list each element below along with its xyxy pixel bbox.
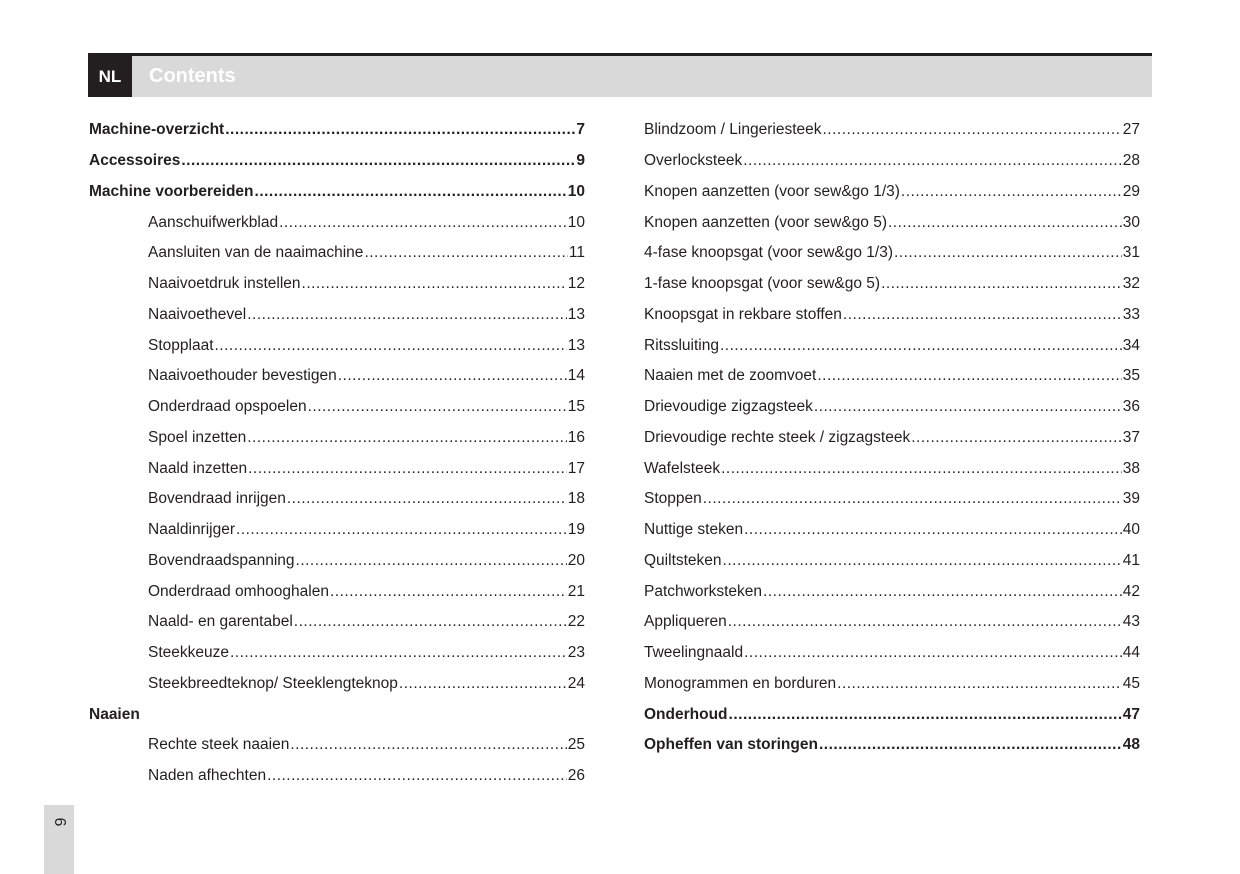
toc-entry[interactable] — [89, 269, 585, 300]
toc-entry-title: Ritssluiting — [644, 336, 719, 354]
toc-entry-page: 17 — [567, 459, 585, 477]
toc-entry[interactable] — [644, 423, 1140, 454]
toc-entry-page: 13 — [567, 305, 585, 323]
toc-entry-title: Naaien — [89, 705, 140, 723]
dot-leader — [302, 275, 567, 293]
toc-entry[interactable] — [89, 515, 585, 546]
toc-entry-page: 15 — [567, 398, 585, 416]
toc-entry-title: Knoopsgat in rekbare stoffen — [644, 305, 842, 323]
toc-entry[interactable] — [644, 699, 1140, 730]
toc-entry-page: 9 — [576, 152, 585, 170]
toc-entry-page: 35 — [1122, 367, 1140, 385]
toc-entry-title: Naald inzetten — [148, 459, 248, 477]
toc-entry-title: Aanschuifwerkblad — [148, 213, 279, 231]
dot-leader — [330, 583, 567, 601]
toc-entry-page: 14 — [567, 367, 585, 385]
toc-entry[interactable] — [89, 730, 585, 761]
toc-entry-title: Quiltsteken — [644, 551, 722, 569]
toc-entry[interactable] — [644, 730, 1140, 761]
dot-leader — [819, 736, 1122, 754]
toc-entry-title: Naaivoethevel — [148, 305, 247, 323]
toc-entry[interactable] — [89, 238, 585, 269]
dot-leader — [230, 644, 567, 662]
toc-entry-page: 26 — [567, 767, 585, 785]
toc-entry-title: Rechte steek naaien — [148, 736, 290, 754]
contents-header — [88, 53, 1152, 97]
toc-entry[interactable] — [89, 300, 585, 331]
toc-entry-title: Machine voorbereiden — [89, 182, 254, 200]
dot-leader — [247, 429, 567, 447]
dot-leader — [901, 183, 1122, 201]
toc-entry-page: 24 — [567, 674, 585, 692]
dot-leader — [721, 460, 1122, 478]
dot-leader — [308, 398, 567, 416]
toc-entry-title: Bovendraad inrijgen — [148, 490, 286, 508]
toc-entry[interactable] — [89, 669, 585, 700]
dot-leader — [287, 490, 567, 508]
toc-entry-page: 37 — [1122, 428, 1140, 446]
toc-entry-title: Knopen aanzetten (voor sew&go 1/3) — [644, 182, 900, 200]
dot-leader — [248, 460, 567, 478]
toc-entry[interactable] — [644, 576, 1140, 607]
toc-entry-page: 36 — [1122, 398, 1140, 416]
toc-entry-page: 12 — [567, 275, 585, 293]
toc-entry-title: Knopen aanzetten (voor sew&go 5) — [644, 213, 887, 231]
toc-entry-title: Steekbreedteknop/ Steeklengteknop — [148, 674, 398, 692]
dot-leader — [881, 275, 1122, 293]
toc-entry-title: Patchworksteken — [644, 582, 763, 600]
toc-entry-page: 31 — [1122, 244, 1140, 262]
dot-leader — [888, 214, 1122, 232]
toc-entry-title: Bovendraadspanning — [148, 551, 295, 569]
toc-entry[interactable] — [644, 330, 1140, 361]
toc-entry-page: 41 — [1122, 551, 1140, 569]
toc-entry-title: Opheffen van storingen — [644, 736, 818, 754]
toc-entry[interactable] — [644, 546, 1140, 577]
toc-entry-title: Tweelingnaald — [644, 644, 744, 662]
toc-entry-page: 13 — [567, 336, 585, 354]
dot-leader — [279, 214, 567, 232]
toc-entry[interactable] — [89, 761, 585, 792]
page-number-tab — [44, 805, 74, 874]
toc-entry-title: Accessoires — [89, 152, 181, 170]
toc-entry[interactable] — [89, 207, 585, 238]
toc-entry-page: 7 — [576, 121, 585, 139]
toc-entry[interactable] — [89, 115, 585, 146]
toc-entry[interactable] — [644, 177, 1140, 208]
toc-entry-title: Machine-overzicht — [89, 121, 225, 139]
dot-leader — [817, 367, 1121, 385]
toc-entry-title: Aansluiten van de naaimachine — [148, 244, 364, 262]
dot-leader — [247, 306, 567, 324]
toc-entry-page: 38 — [1122, 459, 1140, 477]
toc-entry-page: 10 — [567, 182, 585, 200]
toc-entry-title: Naaivoetdruk instellen — [148, 275, 301, 293]
toc-entry-page: 34 — [1122, 336, 1140, 354]
toc-entry-title: Appliqueren — [644, 613, 727, 631]
toc-entry-title: Onderdraad opspoelen — [148, 398, 307, 416]
dot-leader — [236, 521, 567, 539]
toc-entry-page: 40 — [1122, 521, 1140, 539]
dot-leader — [723, 552, 1122, 570]
toc-entry[interactable] — [644, 269, 1140, 300]
toc-entry[interactable] — [89, 699, 585, 730]
toc-entry[interactable] — [644, 484, 1140, 515]
toc-entry-title: Overlocksteek — [644, 152, 743, 170]
toc-entry[interactable] — [644, 146, 1140, 177]
toc-entry-page: 19 — [567, 521, 585, 539]
toc-entry-title: Nuttige steken — [644, 521, 744, 539]
toc-entry-page: 44 — [1122, 644, 1140, 662]
toc-entry-title: Drievoudige zigzagsteek — [644, 398, 813, 416]
toc-entry[interactable] — [644, 392, 1140, 423]
toc-entry-page: 32 — [1122, 275, 1140, 293]
toc-entry-page: 16 — [567, 428, 585, 446]
dot-leader — [843, 306, 1122, 324]
toc-entry-page: 42 — [1122, 582, 1140, 600]
toc-entry-page: 33 — [1122, 305, 1140, 323]
toc-entry-page: 30 — [1122, 213, 1140, 231]
toc-entry-title: Stoppen — [644, 490, 702, 508]
toc-entry-page: 39 — [1122, 490, 1140, 508]
toc-entry-page: 45 — [1122, 674, 1140, 692]
dot-leader — [255, 183, 567, 201]
dot-leader — [399, 675, 567, 693]
dot-leader — [703, 490, 1122, 508]
toc-entry[interactable] — [89, 607, 585, 638]
dot-leader — [181, 152, 575, 170]
dot-leader — [215, 337, 567, 355]
toc-entry[interactable] — [644, 669, 1140, 700]
toc-entry-title: Naaien met de zoomvoet — [644, 367, 817, 385]
toc-entry[interactable] — [644, 607, 1140, 638]
toc-entry-page: 29 — [1122, 182, 1140, 200]
toc-entry-page: 22 — [567, 613, 585, 631]
toc-entry[interactable] — [644, 515, 1140, 546]
dot-leader — [728, 613, 1122, 631]
dot-leader — [911, 429, 1122, 447]
toc-entry-page: 20 — [567, 551, 585, 569]
toc-entry-title: Onderdraad omhooghalen — [148, 582, 329, 600]
toc-entry-title: Wafelsteek — [644, 459, 721, 477]
page-number: 6 — [51, 817, 68, 827]
toc-entry-title: Naaivoethouder bevestigen — [148, 367, 337, 385]
toc-entry-title: Naaldinrijger — [148, 521, 236, 539]
dot-leader — [837, 675, 1122, 693]
toc-entry[interactable] — [644, 361, 1140, 392]
dot-leader — [720, 337, 1122, 355]
dot-leader — [364, 244, 567, 262]
toc-entry-title: Steekkeuze — [148, 644, 229, 662]
toc-entry-title: 4-fase knoopsgat (voor sew&go 1/3) — [644, 244, 893, 262]
toc-entry-title: Spoel inzetten — [148, 428, 247, 446]
toc-entry[interactable] — [89, 423, 585, 454]
dot-leader — [294, 613, 567, 631]
dot-leader — [814, 398, 1122, 416]
dot-leader — [743, 152, 1122, 170]
toc-entry-page: 10 — [567, 213, 585, 231]
toc-entry-page: 28 — [1122, 152, 1140, 170]
toc-entry-page: 43 — [1122, 613, 1140, 631]
toc-entry[interactable] — [89, 453, 585, 484]
dot-leader — [894, 244, 1122, 262]
toc-entry[interactable] — [89, 177, 585, 208]
dot-leader — [267, 767, 567, 785]
toc-entry-title: 1-fase knoopsgat (voor sew&go 5) — [644, 275, 881, 293]
toc-entry[interactable] — [89, 638, 585, 669]
dot-leader — [744, 521, 1122, 539]
toc-entry-page: 47 — [1122, 705, 1140, 723]
dot-leader — [225, 121, 575, 139]
toc-entry-page: 18 — [567, 490, 585, 508]
toc-entry[interactable] — [644, 238, 1140, 269]
toc-entry-page: 23 — [567, 644, 585, 662]
toc-entry-title: Blindzoom / Lingeriesteek — [644, 121, 822, 139]
dot-leader — [338, 367, 567, 385]
toc-entry-page: 11 — [568, 244, 585, 262]
toc-entry[interactable] — [644, 115, 1140, 146]
toc-entry-page: 27 — [1122, 121, 1140, 139]
toc-entry[interactable] — [644, 300, 1140, 331]
dot-leader — [729, 706, 1122, 724]
toc-entry[interactable] — [89, 330, 585, 361]
dot-leader — [823, 121, 1122, 139]
language-badge: NL — [88, 56, 132, 97]
dot-leader — [763, 583, 1122, 601]
toc-entry-title: Stopplaat — [148, 336, 214, 354]
toc-entry-title: Monogrammen en borduren — [644, 674, 837, 692]
toc-entry[interactable] — [89, 146, 585, 177]
toc-left-column — [89, 115, 585, 792]
dot-leader — [290, 736, 566, 754]
toc-entry-title: Naden afhechten — [148, 767, 267, 785]
toc-entry[interactable] — [644, 207, 1140, 238]
toc-entry-page: 25 — [567, 736, 585, 754]
toc-entry-page: 21 — [567, 582, 585, 600]
dot-leader — [744, 644, 1122, 662]
toc-entry[interactable] — [89, 576, 585, 607]
toc-entry-page: 48 — [1122, 736, 1140, 754]
dot-leader — [296, 552, 567, 570]
toc-entry-title: Onderhoud — [644, 705, 728, 723]
toc-right-column — [644, 115, 1140, 761]
toc-entry[interactable] — [644, 638, 1140, 669]
page-title: Contents — [149, 65, 236, 87]
toc-entry-title: Naald- en garentabel — [148, 613, 293, 631]
toc-entry[interactable] — [89, 392, 585, 423]
toc-entry[interactable] — [89, 546, 585, 577]
toc-entry[interactable] — [89, 361, 585, 392]
toc-entry[interactable] — [89, 484, 585, 515]
toc-entry-title: Drievoudige rechte steek / zigzagsteek — [644, 428, 911, 446]
toc-entry[interactable] — [644, 453, 1140, 484]
